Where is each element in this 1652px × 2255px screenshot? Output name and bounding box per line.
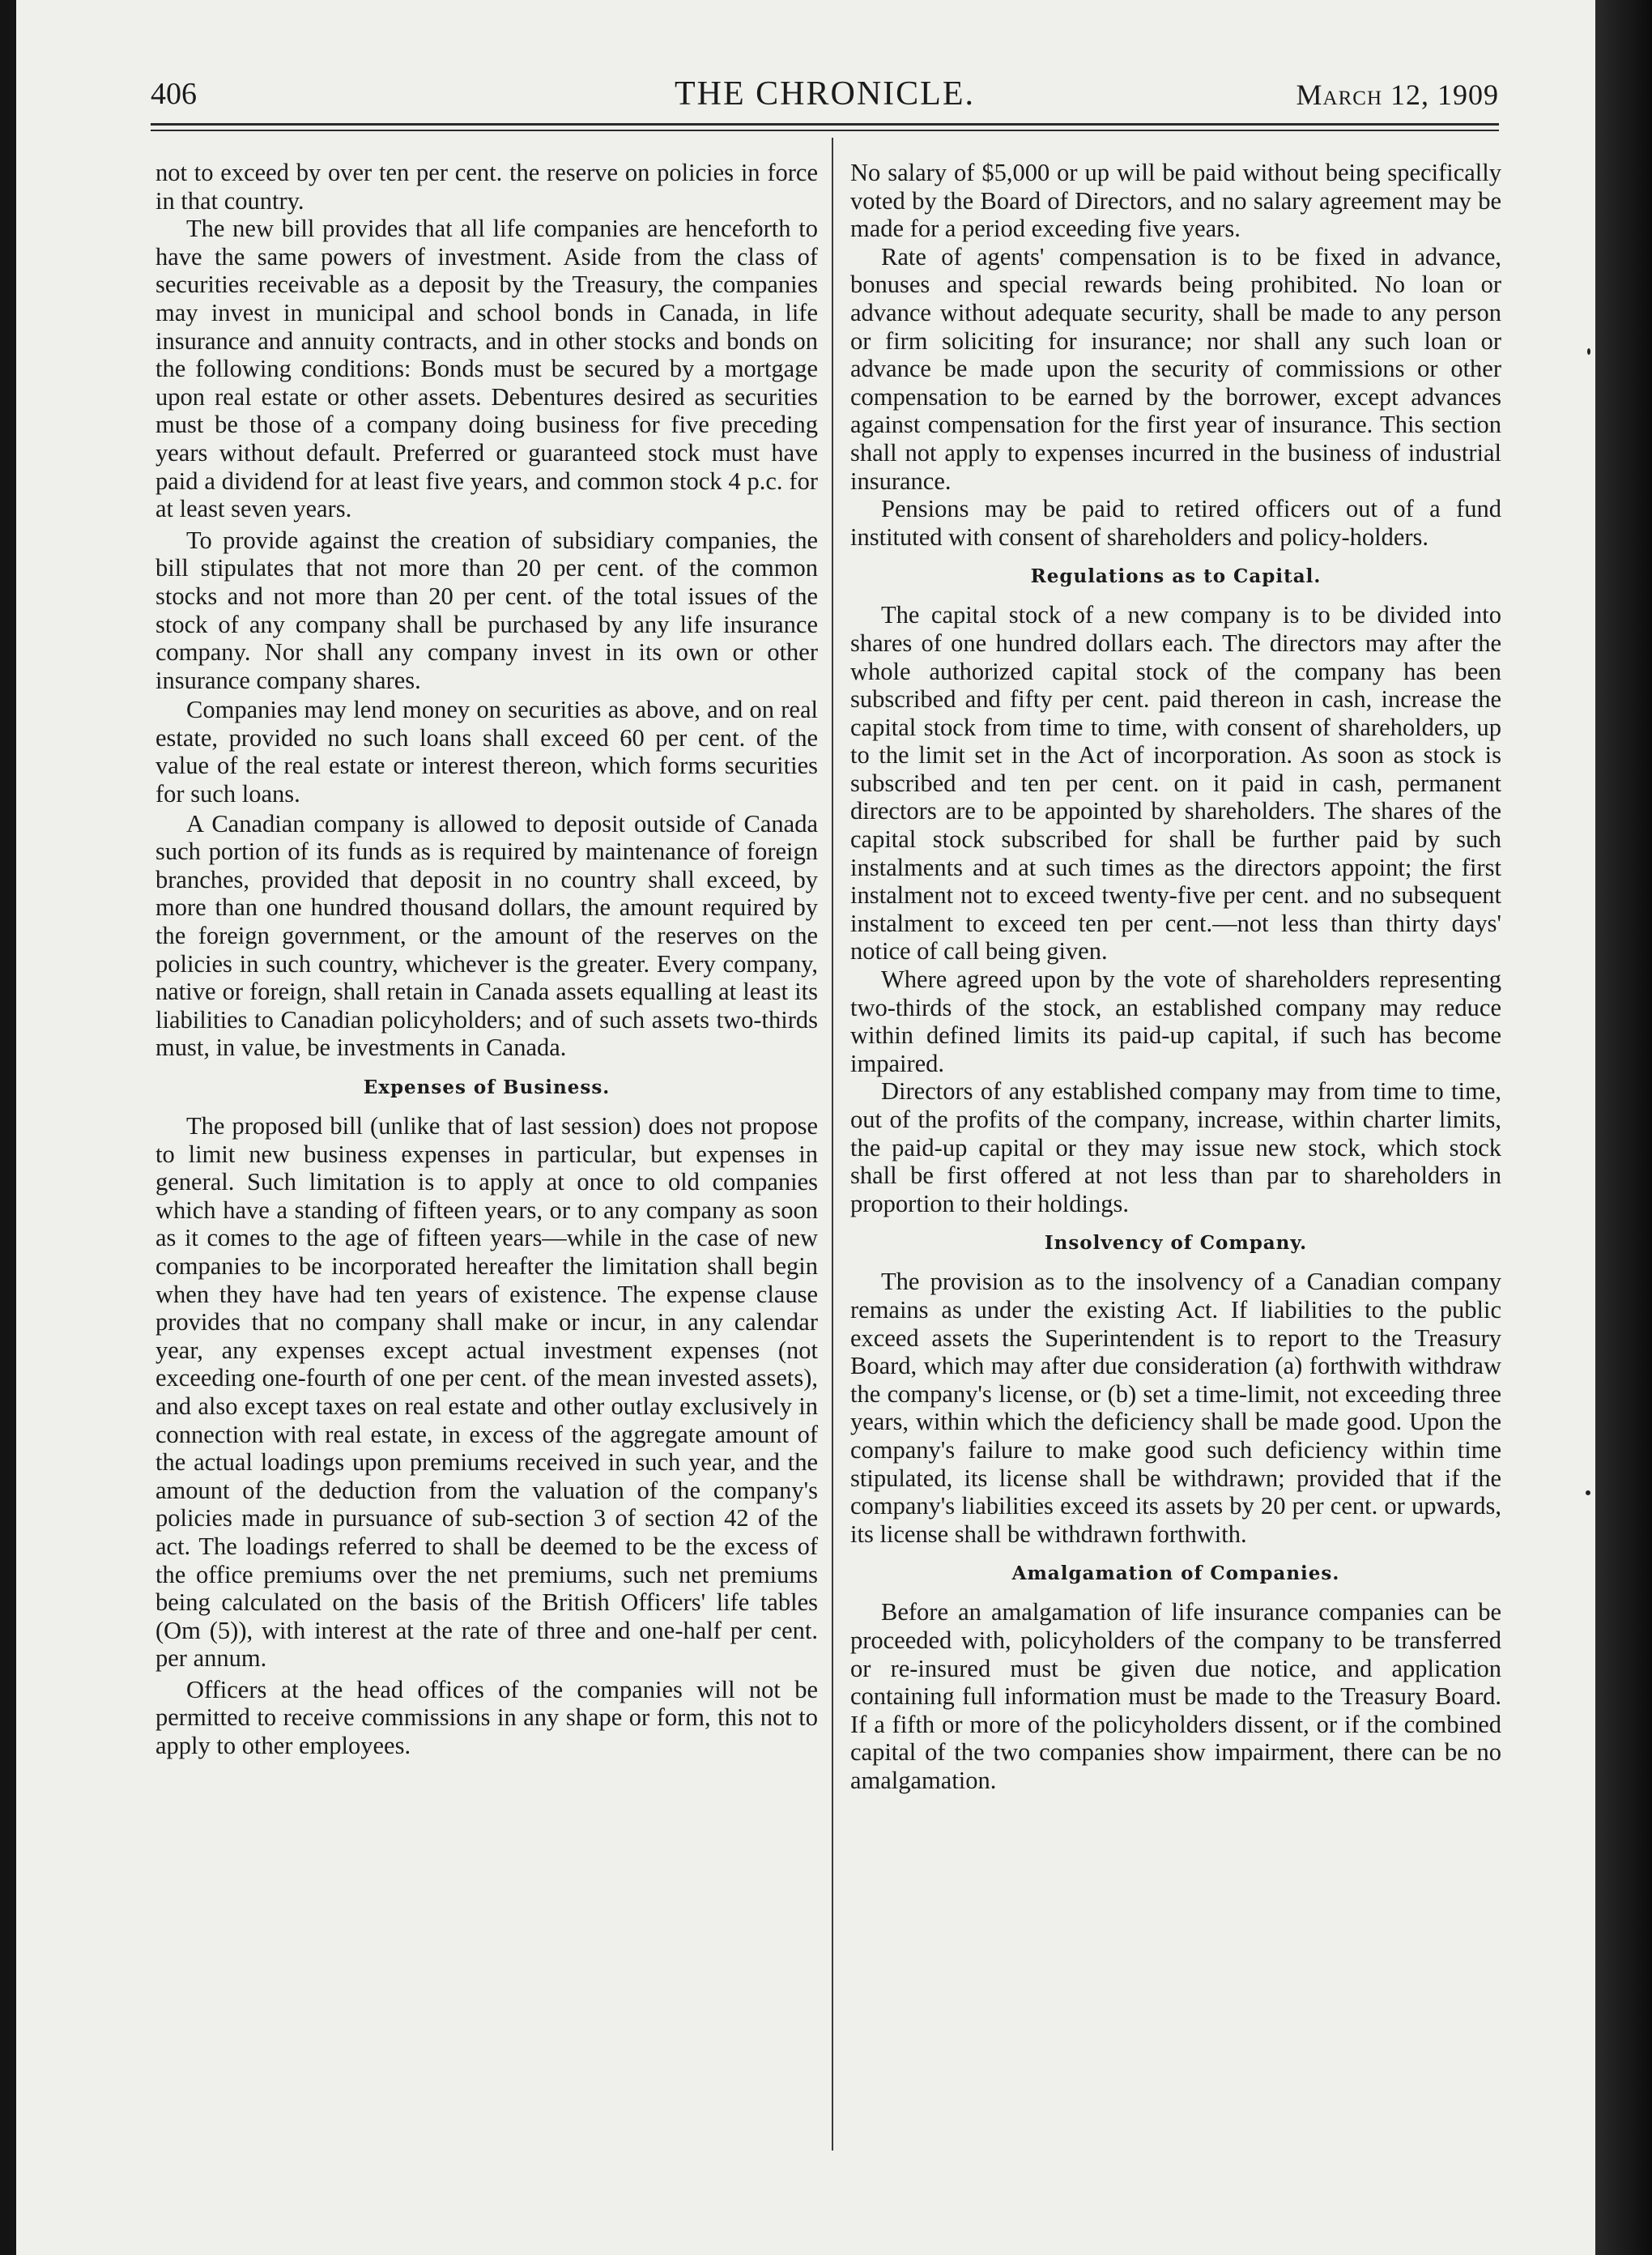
paragraph: The new bill provides that all life companies are henceforth to have the same powers of investment. Aside from the class of securities receivable as a deposit by the Treasury, the companies may invest in municipal and school bonds in Canada, in life insurance and annuity contracts, and in other stocks and bonds on the following conditions: Bonds must be secured by a mortgage upon real estate or other assets. Debentures desired as securities must be those of a company doing business for five preceding years without default. Preferred or guaranteed stock must have paid a dividend for at least five years, and common stock 4 p.c. for at least seven years. xyxy=(155,215,818,523)
paragraph: Before an amalgamation of life insurance companies can be proceeded with, policyholders of the company to be transferred or re-insured must be given due notice, and application containing full information must be made to the Treasury Board. If a fifth or more of the policyholders dissent, or if the combined capital of the two companies show impairment, there can be no amalgamation. xyxy=(850,1598,1501,1794)
paragraph: The capital stock of a new company is to be divided into shares of one hundred dollars each. The directors may after the whole authorized capital stock of the company has been subscribed and fifty per cent. paid thereon in cash, increase the capital stock from time to time, with consent of shareholders, up to the limit set in the Act of incorporation. As soon as stock is subscribed and ten per cent. on it paid in cash, permanent directors are to be appointed by shareholders. The shares of the capital stock subscribed for shall be further paid by such instalments and at such times as the directors appoint; the first instalment not to exceed twenty-five per cent. and no subsequent instalment to exceed ten per cent.—not less than thirty days' notice of call being given. xyxy=(850,601,1501,966)
header-rule-thin xyxy=(151,130,1499,131)
publication-title: THE CHRONICLE. xyxy=(675,75,975,113)
page-header xyxy=(151,75,1499,115)
section-heading-amalgamation: Amalgamation of Companies. xyxy=(1011,1562,1340,1585)
ink-speck xyxy=(1587,348,1590,355)
right-column xyxy=(850,159,1501,1794)
paragraph: Pensions may be paid to retired officers out of a fund instituted with consent of shareholders and policy-holders. xyxy=(850,495,1501,551)
header-rule xyxy=(151,123,1499,126)
ink-speck xyxy=(1586,1490,1590,1495)
paragraph: A Canadian company is allowed to deposit outside of Canada such portion of its funds as is required by maintenance of foreign branches, provided that deposit in no country shall exceed, by more than one hundred thousand dollars, the amount required by the foreign government, or the amount of the reserves on the policies in such country, whichever is the greater. Every company, native or foreign, shall retain in Canada assets equalling at least its liabilities to Canadian policyholders; and of such assets two-thirds must, in value, be investments in Canada. xyxy=(155,809,818,1062)
paragraph: Officers at the head offices of the companies will not be permitted to receive commissions in any shape or form, this not to apply to other employees. xyxy=(155,1675,818,1760)
paragraph: No salary of $5,000 or up will be paid without being specifically voted by the Board of Directors, and no salary agreement may be made for a period exceeding five years. xyxy=(850,159,1501,243)
left-column xyxy=(155,159,818,1760)
section-heading-capital: Regulations as to Capital. xyxy=(1030,565,1322,588)
paragraph: Rate of agents' compensation is to be fixed in advance, bonuses and special rewards being prohibited. No loan or advance without adequate security, shall be made to any person or firm soliciting for insurance; nor shall any such loan or advance be made upon the security of commissions or other compensation to be earned by the borrower, except advances against compensation for the first year of insurance. This section shall not apply to expenses incurred in the business of industrial insurance. xyxy=(850,242,1501,495)
paragraph: Directors of any established company may from time to time, out of the profits of the company, increase, within charter limits, the paid-up capital or they may issue new stock, which stock shall be first offered at not less than par to shareholders in proportion to their holdings. xyxy=(850,1077,1501,1217)
column-divider xyxy=(832,138,833,2151)
scan-edge xyxy=(1595,0,1652,2255)
paragraph: To provide against the creation of subsidiary companies, the bill stipulates that not more than 20 per cent. of the common stocks and not more than 20 per cent. of the total issues of the stock of any company shall be purchased by any life insurance company. Nor shall any company invest in its own or other insurance company shares. xyxy=(155,526,818,694)
paragraph: Companies may lend money on securities as above, and on real estate, provided no such loans shall exceed 60 per cent. of the value of the real estate or interest thereon, which forms securities for such loans. xyxy=(155,696,818,808)
paragraph: The provision as to the insolvency of a Canadian company remains as under the existing Act. If liabilities to the public exceed assets the Superintendent is to report to the Treasury Board, which may after due consideration (a) forthwith withdraw the company's license, or (b) set a time-limit, not exceeding three years, within which the deficiency shall be made good. Upon the company's failure to make good such deficiency within time stipulated, its license shall be withdrawn; provided that if the company's liabilities exceed its assets by 20 per cent. or upwards, its license shall be withdrawn forthwith. xyxy=(850,1268,1501,1548)
page-number: 406 xyxy=(151,77,197,111)
paragraph: Where agreed upon by the vote of shareholders representing two-thirds of the stock, an established company may reduce within defined limits its paid-up capital, if such has become impaired. xyxy=(850,966,1501,1077)
paragraph: The proposed bill (unlike that of last session) does not propose to limit new business expenses in particular, but expenses in general. Such limitation is to apply at once to old companies which have a standing of fifteen years, or to any company as soon as it comes to the age of fifteen years—while in the case of new companies to be incorporated hereafter the limitation shall begin when they have had ten years of existence. The expense clause provides that no company shall make or incur, in any calendar year, any expenses except actual investment expenses (not exceeding one-fourth of one per cent. of the mean invested assets), and also except taxes on real estate and other outlay exclusively in connection with real estate, in excess of the aggregate amount of the actual loadings upon premiums received in such year, and the amount of the deduction from the valuation of the company's policies made in pursuance of sub-section 3 of section 42 of the act. The loadings referred to shall be deemed to be the excess of the office premiums over the net premiums, such net premiums being calculated on the basis of the British Officers' life tables (Om (5)), with interest at the rate of three and one-half per cent. per annum. xyxy=(155,1112,818,1673)
section-heading-insolvency: Insolvency of Company. xyxy=(1044,1232,1308,1255)
paragraph: not to exceed by over ten per cent. the reserve on policies in force in that country. xyxy=(155,159,818,215)
issue-date: March 12, 1909 xyxy=(1296,79,1499,111)
section-heading-expenses: Expenses of Business. xyxy=(363,1076,611,1098)
